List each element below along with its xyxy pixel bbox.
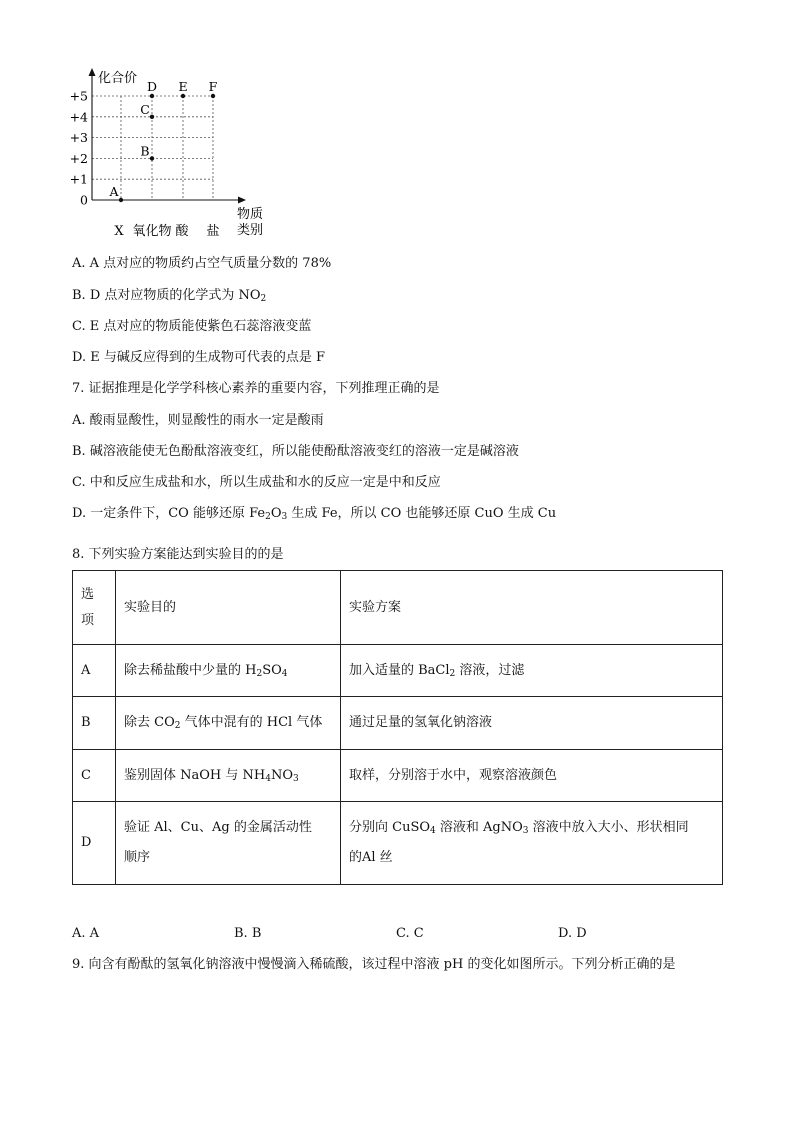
- data-point-label: B: [140, 143, 150, 159]
- q8-choice-b: B. B: [234, 926, 262, 941]
- q6-option-b: B. D 点对应物质的化学式为 $NO_2$: [72, 288, 267, 304]
- q8-experiment-table: [72, 570, 723, 885]
- data-point-label: F: [208, 79, 218, 94]
- q6-option-c: C. E 点对应的物质能使紫色石蕊溶液变蓝: [72, 319, 312, 334]
- data-point-label: C: [140, 101, 150, 117]
- x-category-label: 酸: [175, 224, 189, 239]
- table-row: [73, 750, 723, 802]
- x-axis-label-line2: 类别: [237, 223, 264, 238]
- y-tick-label: +5: [69, 88, 88, 104]
- x-category-label: 盐: [206, 224, 220, 239]
- y-tick-label: 0: [80, 192, 88, 208]
- data-point-label: D: [146, 79, 158, 94]
- row-goal: 除去 $CO_2$ 气体中混有的 HCl 气体: [116, 697, 341, 750]
- table-row: [73, 697, 723, 750]
- q7-option-c: C. 中和反应生成盐和水，所以生成盐和水的反应一定是中和反应: [72, 475, 441, 490]
- row-key: B: [73, 697, 116, 750]
- row-plan: 通过足量的氢氧化钠溶液: [341, 697, 723, 750]
- data-point: [211, 94, 215, 98]
- q6-option-a: A. A 点对应的物质约占空气质量分数的 78%: [72, 256, 332, 271]
- q7-option-b: B. 碱溶液能使无色酚酞溶液变红，所以能使酚酞溶液变红的溶液一定是碱溶液: [72, 444, 519, 459]
- x-category-label: X: [114, 224, 124, 239]
- q8-choice-d: D. D: [558, 926, 587, 941]
- row-goal: 验证 Al、Cu、Ag 的金属活动性 顺序: [116, 802, 341, 885]
- y-axis-arrow: [89, 68, 96, 76]
- q7-option-d: D. 一定条件下，CO 能够还原 $Fe_2O_3$ 生成 Fe，所以 CO 也能够还原 CuO 生成 Cu: [72, 506, 557, 522]
- row-plan: 分别向 CuSO$_4$ 溶液和 AgNO$_3$ 溶液中放入大小、形状相同 的Al 丝: [341, 802, 723, 885]
- data-point-label: E: [178, 79, 188, 94]
- y-tick-label: +4: [69, 109, 88, 125]
- data-point: [181, 94, 185, 98]
- header-option: 选 项: [73, 571, 116, 645]
- q8-stem: 8. 下列实验方案能达到实验目的的是: [72, 547, 284, 562]
- data-point: [150, 156, 154, 160]
- data-point: [150, 115, 154, 119]
- q6-option-d: D. E 与碱反应得到的生成物可代表的点是 F: [72, 350, 325, 365]
- valence-chart: [60, 62, 280, 242]
- y-tick-label: +1: [69, 171, 88, 187]
- data-point: [119, 198, 123, 202]
- row-goal: 鉴别固体 NaOH 与 $NH_4NO_3$: [116, 750, 341, 802]
- row-key: A: [73, 645, 116, 697]
- q8-choice-a: A. A: [72, 926, 100, 941]
- q8-choice-c: C. C: [396, 926, 424, 941]
- table-header-row: [73, 571, 723, 645]
- data-point-label: A: [109, 184, 119, 199]
- x-category-label: 氧化物: [132, 224, 172, 239]
- header-plan: 实验方案: [341, 571, 723, 645]
- q7-stem: 7. 证据推理是化学学科核心素养的重要内容，下列推理正确的是: [72, 381, 440, 396]
- q7-option-a: A. 酸雨显酸性，则显酸性的雨水一定是酸雨: [72, 413, 324, 428]
- table-row: [73, 802, 723, 885]
- y-tick-label: +2: [69, 150, 88, 166]
- y-axis-label: 化合价: [98, 71, 138, 86]
- x-axis-label-line1: 物质: [237, 207, 264, 222]
- x-axis-arrow: [238, 197, 246, 204]
- y-tick-label: +3: [69, 130, 88, 146]
- q9-stem: 9. 向含有酚酞的氢氧化钠溶液中慢慢滴入稀硫酸，该过程中溶液 pH 的变化如图所示。下列分析正确的是: [72, 957, 676, 972]
- row-key: C: [73, 750, 116, 802]
- header-goal: 实验目的: [116, 571, 341, 645]
- data-point: [150, 94, 154, 98]
- row-key: D: [73, 802, 116, 885]
- row-plan: 取样，分别溶于水中，观察溶液颜色: [341, 750, 723, 802]
- row-goal: 除去稀盐酸中少量的 $H_2SO_4$: [116, 645, 341, 697]
- table-row: [73, 645, 723, 697]
- row-plan: 加入适量的 BaCl$_2$ 溶液，过滤: [341, 645, 723, 697]
